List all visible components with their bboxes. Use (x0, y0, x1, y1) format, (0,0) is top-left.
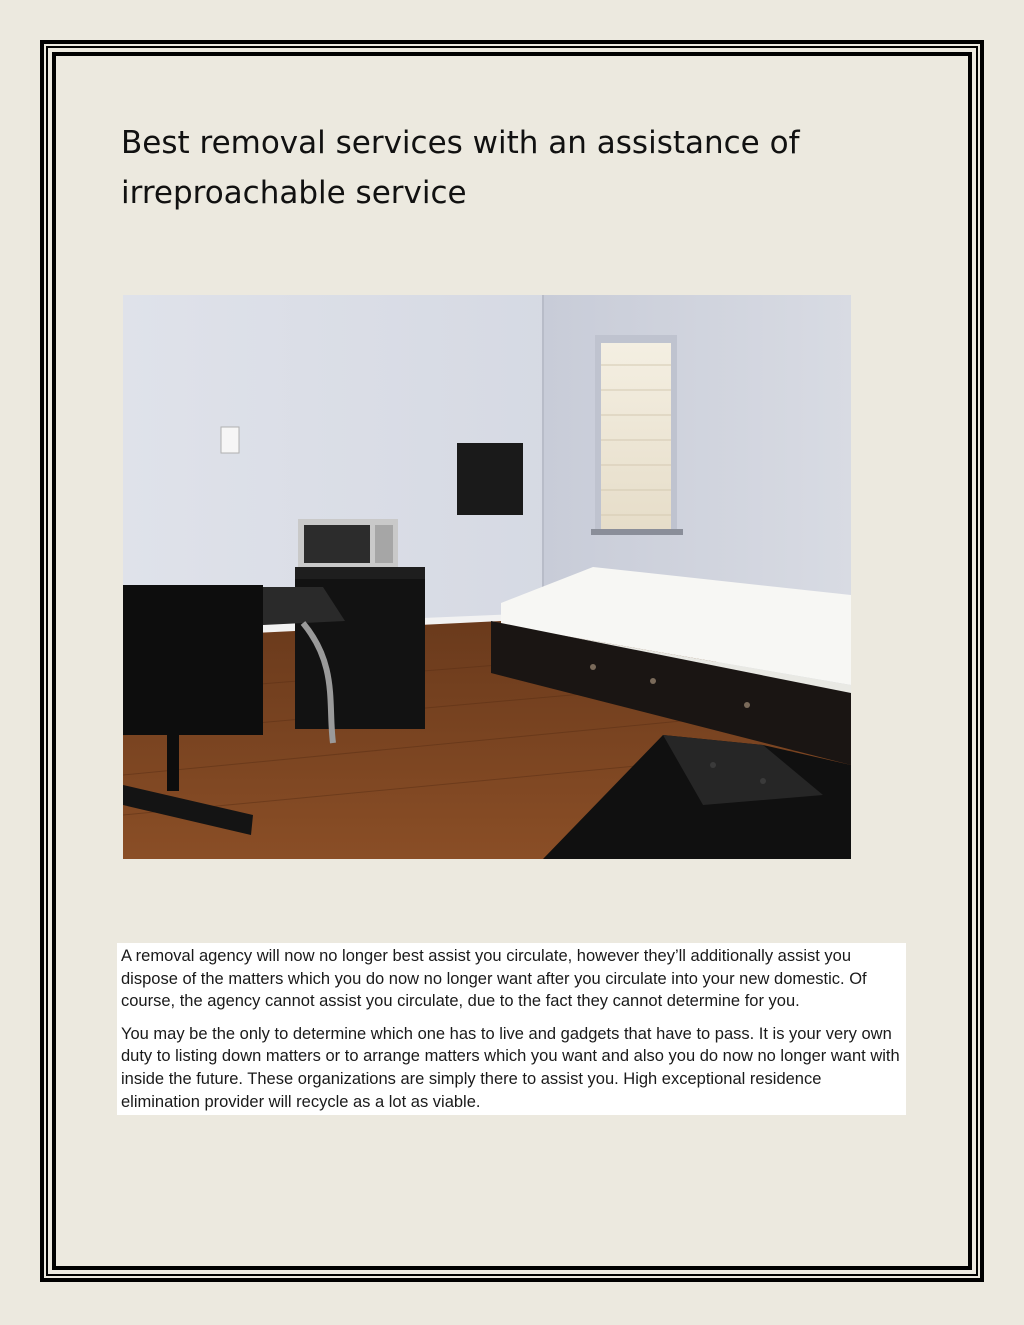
article-body (117, 943, 906, 1115)
paragraph: A removal agency will now no longer best assist you circulate, however they’ll additionally assist you dispose of the matters which you do now no longer want after you circulate into your new domestic. Of course, the agency cannot assist you circulate, due to the fact they cannot determine for you. (121, 947, 867, 1011)
bedroom-photo (123, 295, 851, 859)
document-title: Best removal services with an assistance of irreproachable service (121, 125, 800, 211)
paragraph: You may be the only to determine which one has to live and gadgets that have to pass. It is your very own duty to listing down matters or to arrange matters which you want and also you do now no longer want with inside the future. These organizations are simply there to assist you. High exceptional residence elimination provider will recycle as a lot as viable. (121, 1024, 900, 1111)
